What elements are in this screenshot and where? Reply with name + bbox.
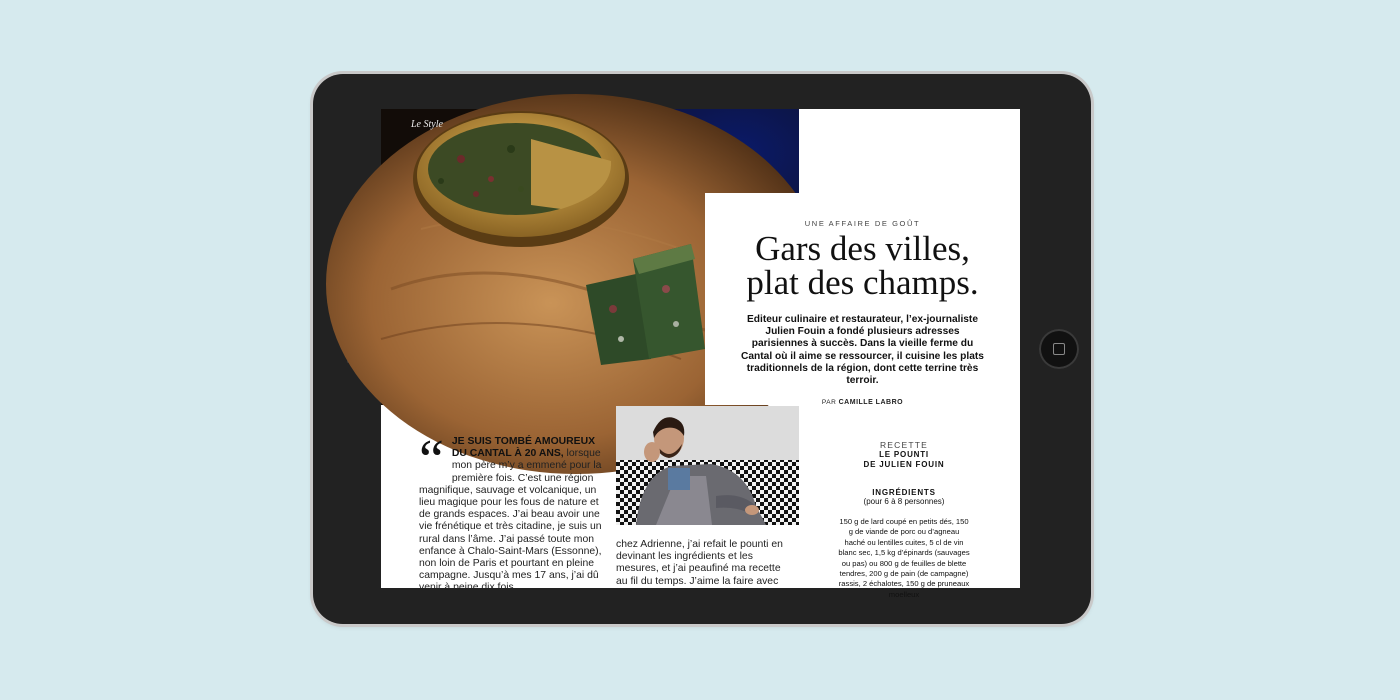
recipe-title-line-1: LE POUNTI	[879, 450, 929, 459]
home-button[interactable]	[1039, 329, 1079, 369]
body-column-2: chez Adrienne, j’ai refait le pounti en devinant les ingrédients et les mesures, et j’ai peaufiné ma recette au fil du temps. J’aime la faire avec	[616, 539, 783, 587]
tablet-device	[313, 74, 1091, 624]
article-title	[705, 229, 1020, 302]
intro-bold: JE SUIS TOMBÉ AMOUREUX DU CANTAL À 20 ANS,	[451, 436, 596, 460]
recipe-label: RECETTE	[879, 440, 929, 450]
body-text-1: lorsque mon père m’y a emmené pour la première fois. C’est une région magnifique, sauvage et volcanique, un lieu magique pour les fous de nature et de grands espaces. J’ai beau avoir une vie frénétique et très citadine, je suis un rural dans l’âme. J’ai passé toute mon enfance à Chalo-Saint-Mars (Essonne), non loin de Paris et pourtant en pleine campagne. Jusqu’à mes 17 ans, j’ai dû venir à peine dix fois	[419, 448, 602, 594]
home-square-icon	[1053, 343, 1065, 355]
article-lede: Editeur culinaire et restaurateur, l’ex-journaliste Julien Fouin a fondé plusieurs adresses parisiennes à succès. Dans la vieille ferme du Cantal où il aime se ressourcer, il cuisine les plats traditionnels de la région, dont cette terrine très terroir.	[741, 314, 984, 387]
recipe-title-line-2: DE JULIEN FOUIN	[863, 460, 945, 469]
ingredients-label: INGRÉDIENTS	[872, 488, 936, 497]
article-kicker: UNE AFFAIRE DE GOÛT	[804, 219, 921, 228]
magazine-page[interactable]	[381, 109, 1020, 599]
chef-portrait	[616, 406, 799, 525]
headline-block	[705, 193, 1020, 405]
byline-prefix: PAR	[821, 399, 837, 407]
title-line-2: plat des champs.	[746, 263, 979, 302]
byline-author: CAMILLE LABRO	[838, 399, 904, 407]
body-column-1	[419, 429, 603, 595]
brand-logo: Le Style	[411, 119, 443, 130]
recipe-title	[838, 450, 970, 470]
servings: (pour 6 à 8 personnes)	[863, 497, 945, 506]
title-line-1: Gars des villes,	[755, 229, 970, 268]
ingredients-list: 150 g de lard coupé en petits dés, 150 g de viande de porc ou d’agneau haché ou lentilles cuites, 5 cl de vin blanc sec, 1,5 kg d’épinards (sauvages ou pas) ou 800 g de feuilles de blette tendres, 200 g de pain (de campagne) rassis, 2 échalotes, 150 g de pruneaux moelleux	[838, 517, 970, 599]
quote-mark: “	[419, 429, 444, 491]
recipe-sidebar	[838, 440, 970, 600]
